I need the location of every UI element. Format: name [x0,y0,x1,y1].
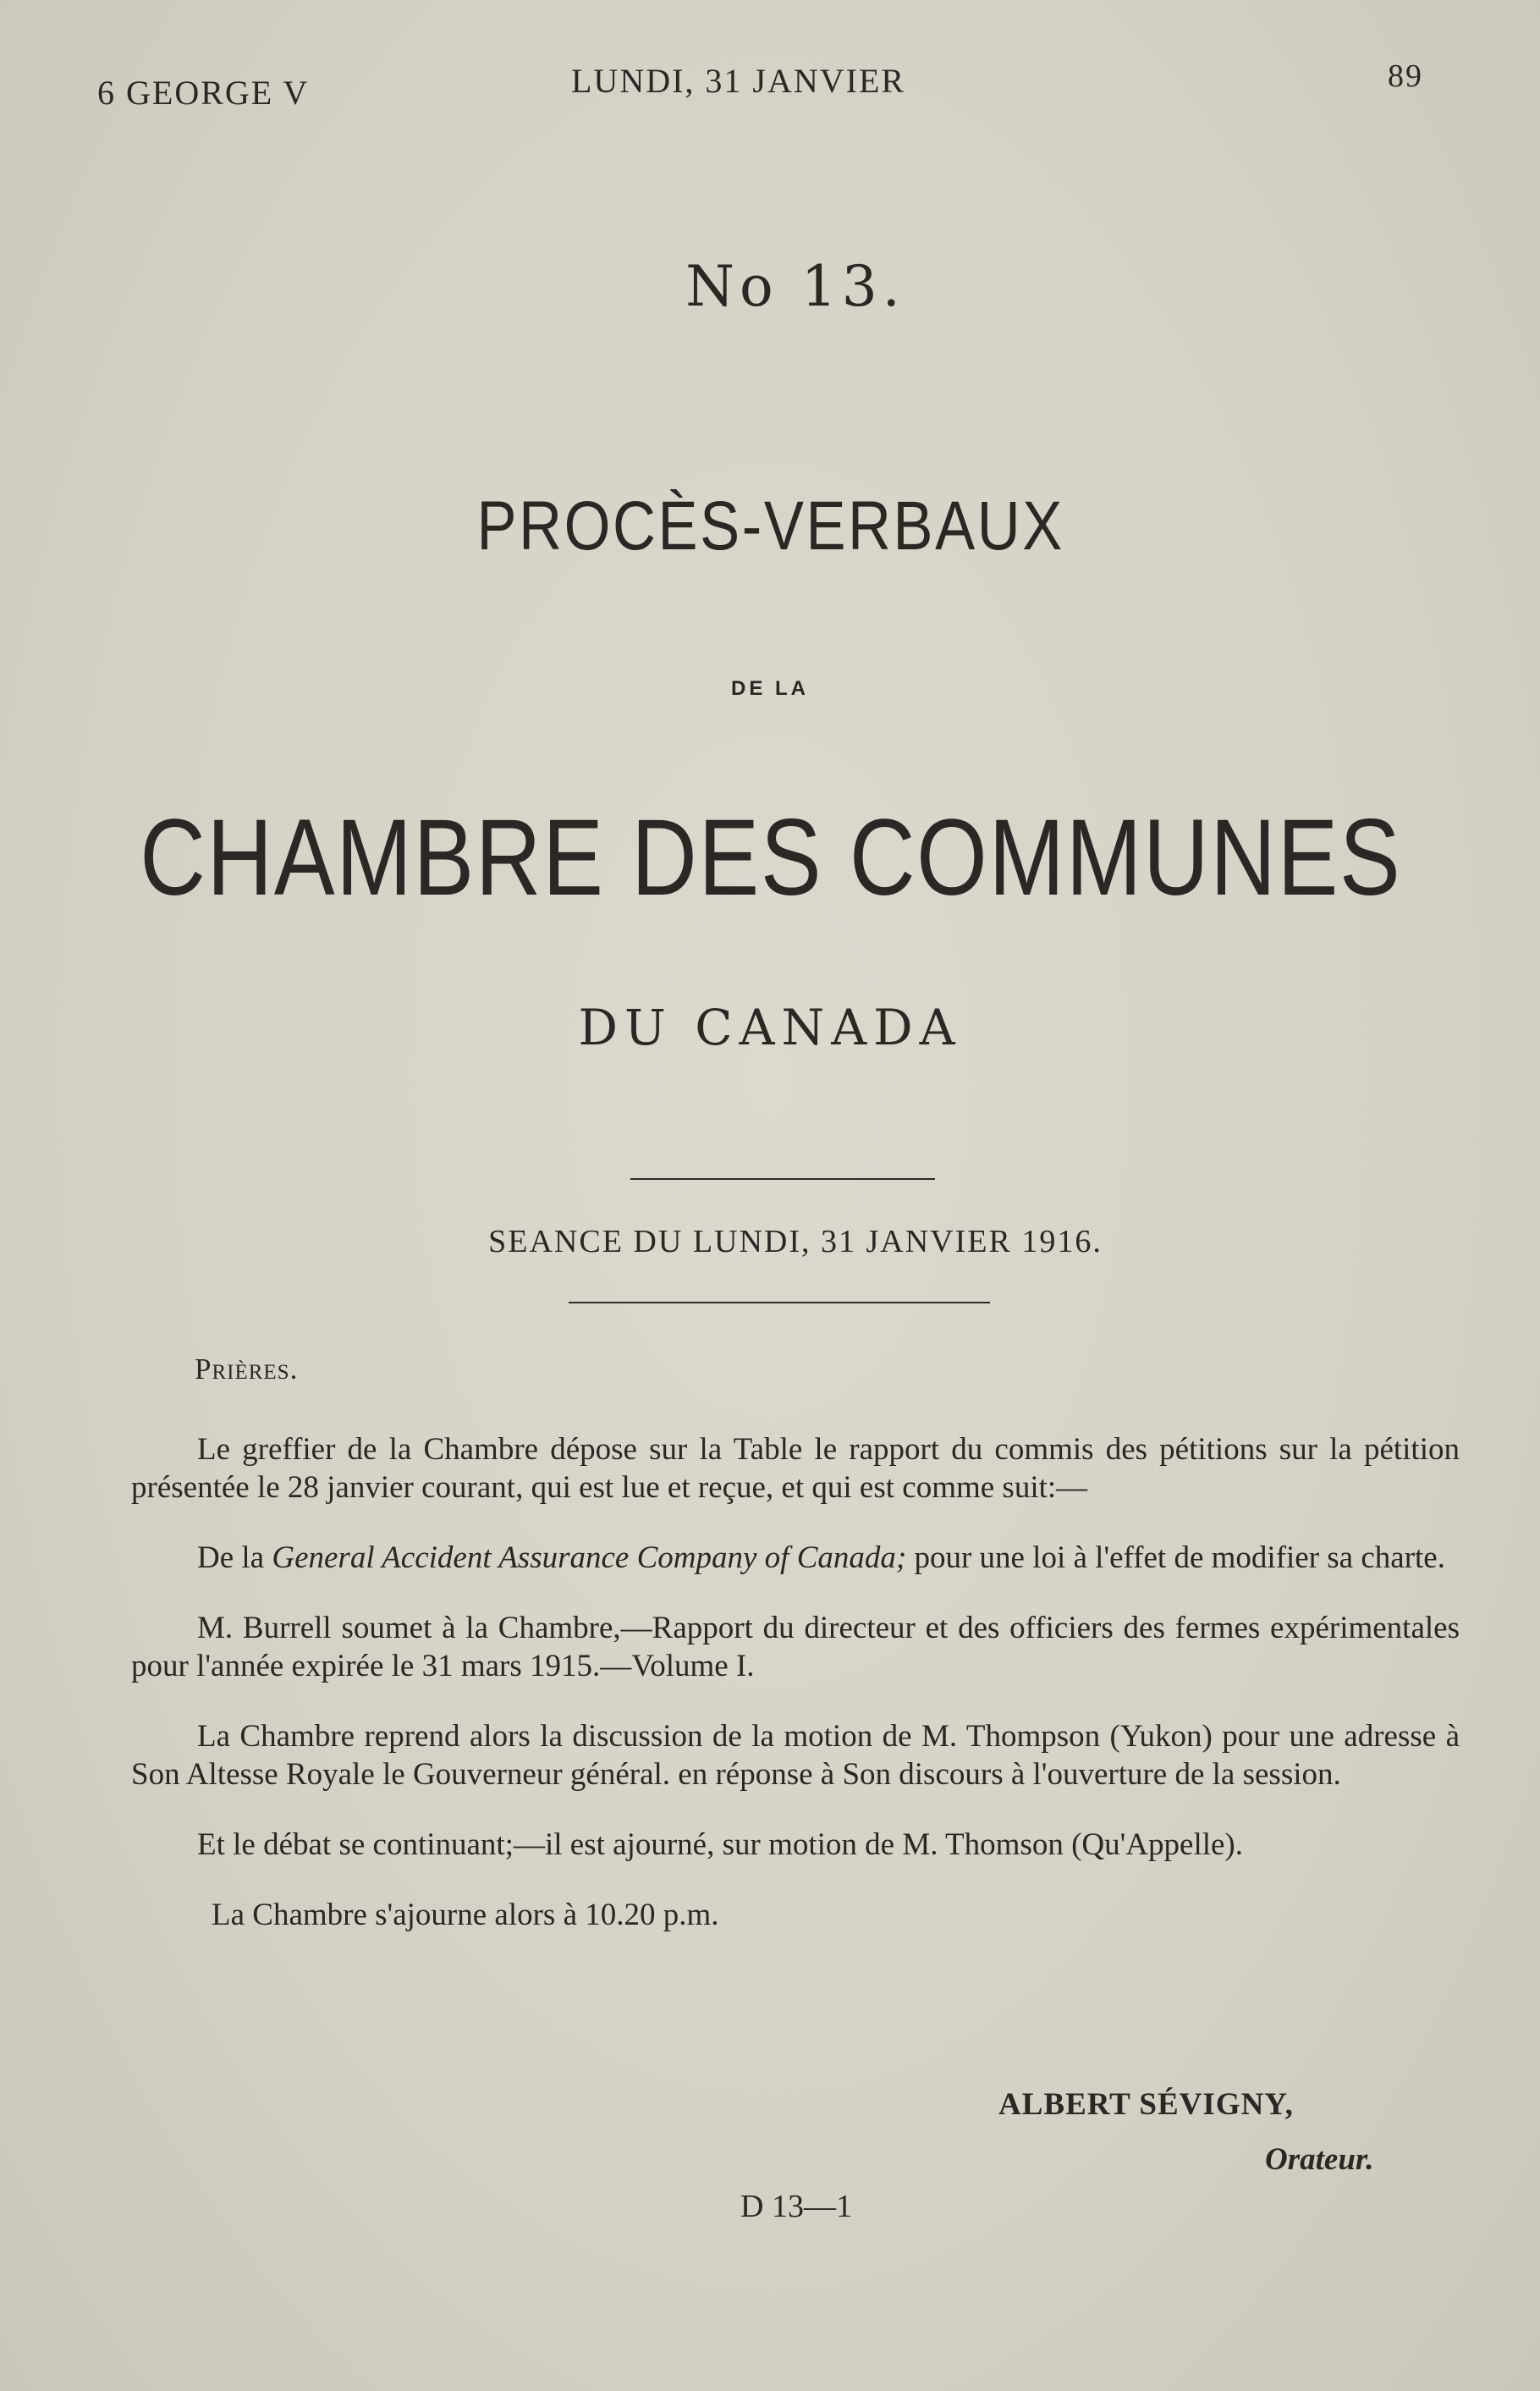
paragraph-petition-end: pour une loi à l'effet de modifier sa charte. [906,1540,1445,1575]
paragraph-petition-start: De la [197,1540,272,1575]
title-du-canada: DU CANADA [578,999,962,1056]
company-name: General Accident Assurance Company of Canada; [272,1540,907,1575]
page-number: 89 [1388,58,1423,94]
divider-bottom [569,1302,990,1303]
divider-top [630,1178,935,1180]
paragraph-adjourned-debate: Et le débat se continuant;—il est ajourné, sur motion de M. Thomson (Qu'Appelle). [197,1827,1243,1862]
title-chambre-des-communes: CHAMBRE DES COMMUNES [140,797,1402,918]
proceedings-body [131,1350,1460,1966]
footer-signature-mark: D 13—1 [740,2189,852,2224]
prieres-heading: Prières. [195,1353,299,1386]
seance-heading: SEANCE DU LUNDI, 31 JANVIER 1916. [488,1224,1103,1259]
paragraph-petition [131,1539,1460,1577]
signature-name: ALBERT SÉVIGNY, [998,2087,1294,2122]
running-head-date: LUNDI, 31 JANVIER [571,62,906,100]
paragraph-address-debate: La Chambre reprend alors la discussion de la motion de M. Thompson (Yukon) pour une adresse à Son Altesse Royale le Gouverneur général. en réponse à Son discours à l'ouverture de la session. [131,1719,1460,1792]
running-head [0,58,1540,112]
title-de-la: DE LA [731,677,809,700]
paragraph-petition-report: Le greffier de la Chambre dépose sur la Table le rapport du commis des pétitions sur la pétition présentée le 28 janvier courant, qui est lue et reçue, et qui est comme suit:— [131,1432,1460,1505]
title-proces-verbaux: PROCÈS-VERBAUX [476,488,1064,565]
paragraph-house-adjourns: La Chambre s'ajourne alors à 10.20 p.m. [212,1898,719,1932]
running-head-regnal-year: 6 GEORGE V [97,74,310,112]
signature-title: Orateur. [1265,2142,1374,2177]
paragraph-burrell-report: M. Burrell soumet à la Chambre,—Rapport du directeur et des officiers des fermes expérimentales pour l'année expirée le 31 mars 1915.—Volume I. [131,1611,1460,1683]
issue-number: No 13. [685,254,905,319]
